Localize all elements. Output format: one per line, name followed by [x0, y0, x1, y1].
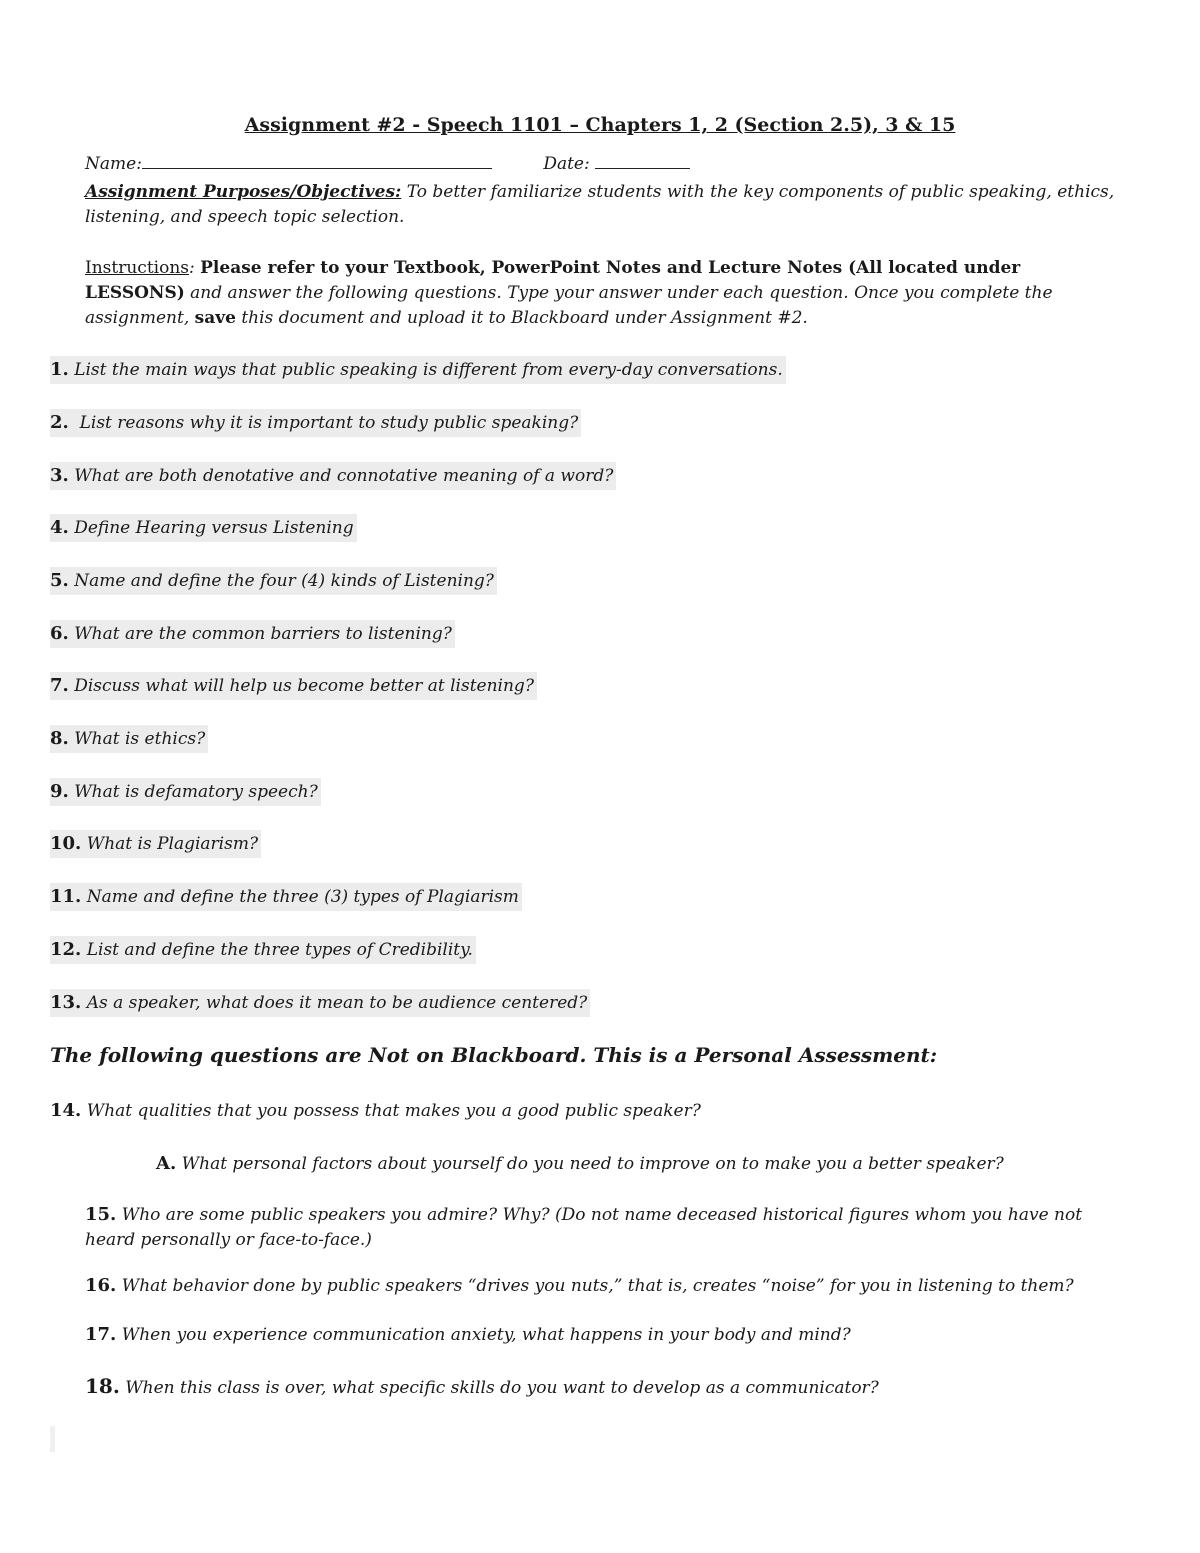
instructions-paragraph — [85, 256, 1125, 331]
instructions-bold-text: Please refer to your Textbook, PowerPoint Notes and Lecture Notes (All located under LESSONS) — [85, 258, 1021, 303]
question-text: As a speaker, what does it mean to be audience centered? — [86, 993, 588, 1013]
question-number: 12. — [50, 939, 82, 960]
question-text: List the main ways that public speaking is different from every-day conversations. — [74, 360, 783, 380]
question-text: Who are some public speakers you admire? Why? (Do not name deceased historical figures whom you have not heard personally or face-to-face.) — [85, 1205, 1083, 1250]
question-10 — [50, 833, 261, 854]
question-text: What are both denotative and connotative meaning of a word? — [74, 466, 614, 486]
question-number: 3. — [50, 465, 69, 486]
instructions-text-2: this document and upload it to Blackboard under Assignment #2. — [241, 308, 808, 328]
instructions-text-1: and answer the following questions. Type your answer under each question. Once you complete the assignment, — [85, 283, 1053, 328]
question-text: What personal factors about yourself do you need to improve on to make you a better speaker? — [181, 1154, 1004, 1174]
question-number: 15. — [85, 1204, 117, 1225]
question-text: When you experience communication anxiety, what happens in your body and mind? — [121, 1325, 851, 1345]
question-text: What is Plagiarism? — [86, 834, 259, 854]
question-2 — [50, 412, 581, 433]
question-number: 1. — [50, 359, 69, 380]
question-3 — [50, 465, 616, 486]
question-8 — [50, 728, 208, 749]
question-5 — [50, 570, 497, 591]
question-text: What are the common barriers to listening? — [74, 624, 452, 644]
question-text: What is defamatory speech? — [74, 782, 318, 802]
question-11 — [50, 886, 522, 907]
purpose-paragraph — [85, 180, 1125, 230]
question-number: 11. — [50, 886, 82, 907]
cursor-marker — [50, 1426, 55, 1452]
question-text: What is ethics? — [74, 729, 206, 749]
question-number: 14. — [50, 1100, 82, 1121]
question-4 — [50, 517, 357, 538]
question-number: 6. — [50, 623, 69, 644]
date-label: Date: — [543, 154, 590, 174]
name-field[interactable] — [142, 167, 492, 169]
question-text: When this class is over, what specific skills do you want to develop as a communicator? — [125, 1378, 879, 1398]
question-text: What qualities that you possess that makes you a good public speaker? — [86, 1101, 701, 1121]
question-text: Name and define the four (4) kinds of Listening? — [74, 571, 494, 591]
instructions-label: Instructions — [85, 258, 189, 278]
question-16 — [85, 1275, 1074, 1296]
name-label: Name: — [85, 154, 142, 174]
question-number: 8. — [50, 728, 69, 749]
question-number: 7. — [50, 675, 69, 696]
question-number: 17. — [85, 1324, 117, 1345]
instructions-colon: : — [189, 258, 195, 278]
question-text: List and define the three types of Credibility. — [86, 940, 473, 960]
question-number: 16. — [85, 1275, 117, 1296]
question-number: 13. — [50, 992, 82, 1013]
section-heading: The following questions are Not on Blackboard. This is a Personal Assessment: — [50, 1043, 938, 1067]
question-text: Define Hearing versus Listening — [74, 518, 354, 538]
question-9 — [50, 781, 321, 802]
question-13 — [50, 992, 590, 1013]
question-1 — [50, 359, 786, 380]
question-15 — [85, 1202, 1115, 1253]
question-number: 2. — [50, 412, 69, 433]
name-date-row — [85, 154, 690, 174]
question-14a — [156, 1153, 1004, 1174]
question-number: 9. — [50, 781, 69, 802]
question-text: Name and define the three (3) types of Plagiarism — [86, 887, 519, 907]
question-number: 4. — [50, 517, 69, 538]
purpose-text: To better familiarize students with the key components of public speaking, ethics, listening, and speech topic selection. — [85, 182, 1115, 227]
question-12 — [50, 939, 476, 960]
question-14 — [50, 1100, 701, 1121]
question-7 — [50, 675, 537, 696]
purpose-label: Assignment Purposes/Objectives: — [85, 182, 402, 202]
question-text: List reasons why it is important to study public speaking? — [79, 413, 579, 433]
document-title: Assignment #2 - Speech 1101 – Chapters 1, 2 (Section 2.5), 3 & 15 — [244, 114, 956, 136]
date-field[interactable] — [595, 167, 690, 169]
question-number: 18. — [85, 1374, 120, 1398]
question-text: Discuss what will help us become better at listening? — [74, 676, 534, 696]
question-text: What behavior done by public speakers “drives you nuts,” that is, creates “noise” for you in listening to them? — [121, 1276, 1074, 1296]
question-number: 10. — [50, 833, 82, 854]
question-number: 5. — [50, 570, 69, 591]
question-6 — [50, 623, 455, 644]
question-18 — [85, 1374, 879, 1398]
instructions-save-word: save — [194, 308, 236, 328]
question-17 — [85, 1324, 851, 1345]
question-number: A. — [156, 1153, 177, 1174]
